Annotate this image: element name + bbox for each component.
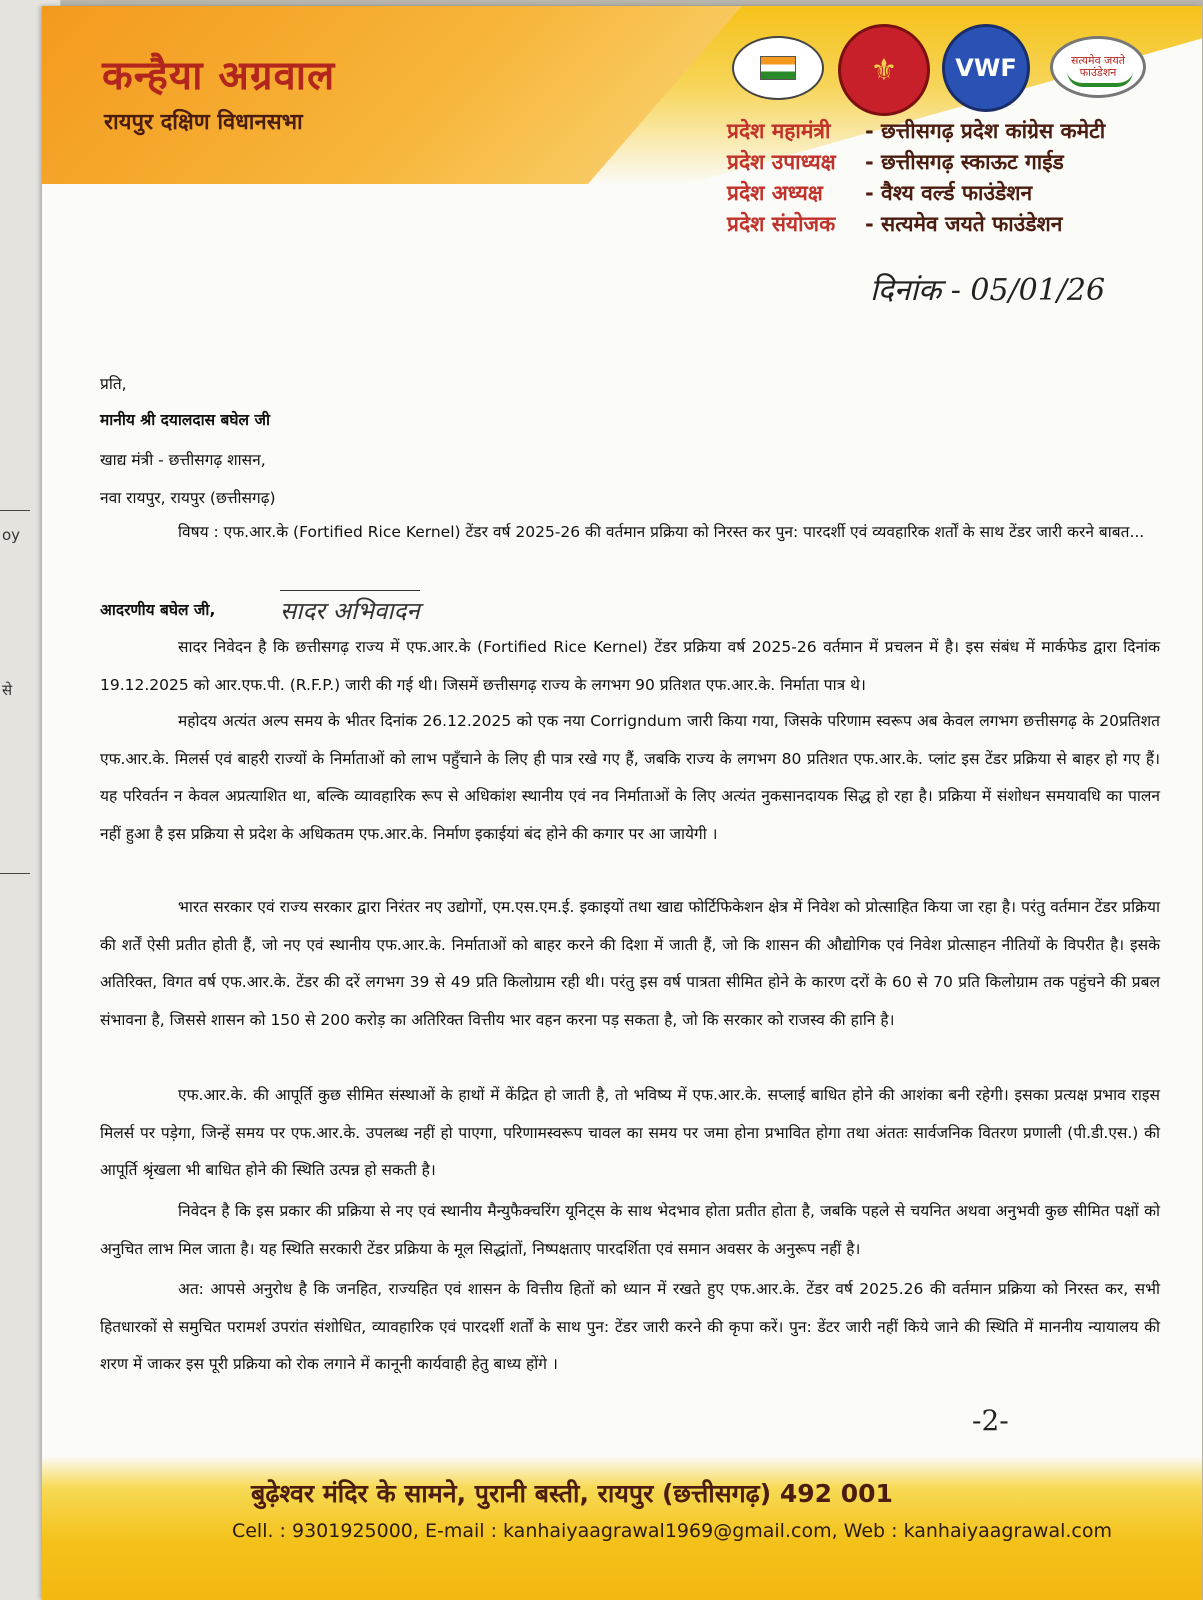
post-row — [727, 147, 1105, 178]
letter-page — [42, 6, 1202, 1600]
paragraph: महोदय अत्यंत अल्प समय के भीतर दिनांक 26.12.2025 को एक नया Corrigndum जारी किया गया, जिसके परिणाम स्वरूप अब केवल लगभग छत्तीसगढ़ के 20प्रतिशत एफ.आर.के. मिलर्स एवं बाहरी राज्यों के निर्माताओं को लाभ पहुँचाने के लिए ही पात्र रखे गए हैं, जबकि राज्य के लगभग 80 प्रतिशत एफ.आर.के. प्लांट इस टेंडर प्रक्रिया से बाहर हो गए हैं। यह परिवर्तन न केवल अप्रत्याशित था, बल्कि व्यावहारिक रूप से अधिकांश स्थानीय एवं नव निर्माताओं के लिए अत्यंत नुकसानदायक सिद्ध हो रहा है। प्रक्रिया में संशोधन समयावधि का पालन नहीं हुआ है इस प्रक्रिया से प्रदेश के अधिकतम एफ.आर.के. निर्माण इकाईयां बंद होने की कगार पर आ जायेगी । — [100, 712, 1160, 843]
paragraph: अत: आपसे अनुरोध है कि जनहित, राज्यहित एवं शासन के वित्तीय हितों को ध्यान में रखते हुए एफ.आर.के. टेंडर वर्ष 2025.26 की वर्तमान प्रक्रिया को निरस्त कर, सभी हितधारकों से समुचित परामर्श उपरांत संशोधित, व्यावहारिक एवं पारदर्शी शर्तों के साथ पुन: टेंडर जारी करने की कृपा करें। पुन: डेंटर जारी नहीं किये जाने की स्थिति में माननीय न्यायालय की शरण में जाकर इस पूरी प्रक्रिया को रोक लगाने में कानूनी कार्यवाही हेतु बाध्य होंगे । — [100, 1280, 1160, 1373]
post-row — [727, 178, 1105, 209]
paragraph: भारत सरकार एवं राज्य सरकार द्वारा निरंतर नए उद्योगों, एम.एस.एम.ई. इकाइयों तथा खाद्य फोर्टिफिकेशन क्षेत्र में निवेश को प्रोत्साहित किया जा रहा है। परंतु वर्तमान टेंडर प्रक्रिया की शर्तें ऐसी प्रतीत होती हैं, जो नए एवं स्थानीय एफ.आर.के. निर्माताओं को बाहर करने की दिशा में जाती हैं, जो कि शासन की औद्योगिक एवं निवेश प्रोत्साहन नीतियों के विपरीत है। इसके अतिरिक्त, विगत वर्ष एफ.आर.के. टेंडर की दरें लगभग 39 से 49 प्रति किलोग्राम रही थी। परंतु इस वर्ष पात्रता सीमित होने के कारण दरों के 60 से 70 प्रति किलोग्राम तक पहुंचने की प्रबल संभावना है, जिससे शासन को 150 से 200 करोड़ का अतिरिक्त वित्तीय भार वहन करना पड़ सकता है, जो कि सरकार को राजस्व की हानि है। — [100, 898, 1160, 1029]
page-marker: -2- — [972, 1404, 1009, 1437]
paper-fragment-text: oy — [2, 526, 21, 544]
post-role: प्रदेश संयोजक — [727, 212, 836, 236]
post-role: प्रदेश अध्यक्ष — [727, 181, 823, 205]
post-org: - छत्तीसगढ़ स्काऊट गाईड — [865, 150, 1064, 174]
recipient-post: खाद्य मंत्री - छत्तीसगढ़ शासन, — [100, 451, 266, 469]
congress-committee-logo — [732, 36, 824, 100]
logo-text: सत्यमेव जयते फाउंडेशन — [1070, 54, 1125, 79]
footer-address: बुढ़ेश्वर मंदिर के सामने, पुरानी बस्ती, रायपुर (छत्तीसगढ़) 492 001 — [251, 1479, 893, 1508]
greeting: आदरणीय बघेल जी, — [100, 601, 216, 619]
letterhead-footer — [42, 1456, 1202, 1600]
satyamev-jayate-foundation-logo — [1050, 36, 1146, 98]
post-role: प्रदेश महामंत्री — [727, 119, 831, 143]
subject-line: विषय : एफ.आर.के (Fortified Rice Kernel) टेंडर वर्ष 2025-26 की वर्तमान प्रक्रिया को निरस्त कर पुन: पारदर्शी एवं व्यवहारिक शर्तों के साथ टेंडर जारी करने बाबत... — [178, 523, 1145, 541]
scout-guide-logo: ⚜ — [838, 24, 930, 116]
recipient-name: मानीय श्री दयालदास बघेल जी — [100, 411, 270, 429]
paragraph: निवेदन है कि इस प्रकार की प्रक्रिया से नए एवं स्थानीय मैन्युफैक्चरिंग यूनिट्स के साथ भेदभाव होता प्रतीत होता है, जबकि पहले से चयनित अथवा अनुभवी कुछ सीमित पक्षों को अनुचित लाभ मिल जाता है। यह स्थिति सरकारी टेंडर प्रक्रिया के मूल सिद्धांतों, निष्पक्षताए पारदर्शिता एवं समान अवसर के अनुरूप नहीं है। — [100, 1202, 1160, 1258]
flag-icon — [760, 56, 796, 80]
paragraph: एफ.आर.के. की आपूर्ति कुछ सीमित संस्थाओं के हाथों में केंद्रित हो जाती है, तो भविष्य में एफ.आर.के. सप्लाई बाधित होने की आशंका बनी रहेगी। इसका प्रत्यक्ष प्रभाव राइस मिलर्स पर पड़ेगा, जिन्हें समय पर एफ.आर.के. उपलब्ध नहीं हो पाएगा, परिणामस्वरूप चावल का समय पर जमा होना प्रभावित होगा तथा अंततः सार्वजनिक वितरण प्रणाली (पी.डी.एस.) की आपूर्ति श्रृंखला भी बाधित होने की स्थिति उत्पन्न हो सकती है। — [100, 1086, 1160, 1179]
posts-list — [727, 116, 1105, 240]
post-row — [727, 209, 1105, 240]
salutation-to: प्रति, — [100, 375, 127, 393]
handwritten-date: दिनांक - 05/01/26 — [870, 273, 1106, 308]
organization-logos — [732, 24, 1152, 114]
footer-contact: Cell. : 9301925000, E-mail : kanhaiyaagrawal1969@gmail.com, Web : kanhaiyaagrawal.com — [231, 1520, 1113, 1542]
post-org: - वैश्य वर्ल्ड फाउंडेशन — [865, 181, 1033, 205]
post-org: - छत्तीसगढ़ प्रदेश कांग्रेस कमेटी — [865, 119, 1106, 143]
post-role: प्रदेश उपाध्यक्ष — [727, 150, 836, 174]
logo-arc — [1067, 71, 1133, 87]
letterhead-name: कन्हैया अग्रवाल — [102, 52, 336, 99]
paper-fragment-rule — [0, 873, 30, 874]
post-row — [727, 116, 1105, 147]
handwritten-greeting: सादर अभिवादन — [280, 594, 420, 627]
recipient-address: नवा रायपुर, रायपुर (छत्तीसगढ़) — [100, 489, 276, 507]
letterhead-constituency: रायपुर दक्षिण विधानसभा — [104, 110, 303, 135]
paper-fragment-rule — [0, 510, 30, 511]
post-org: - सत्यमेव जयते फाउंडेशन — [865, 212, 1063, 236]
vaishya-world-foundation-logo: VWF — [942, 24, 1030, 112]
paragraph: सादर निवेदन है कि छत्तीसगढ़ राज्य में एफ.आर.के (Fortified Rice Kernel) टेंडर प्रक्रिया वर्ष 2025-26 वर्तमान में प्रचलन में है। इस संबंध में मार्कफेड द्वारा दिनांक 19.12.2025 को आर.एफ.पी. (R.F.P.) जारी की गई थी। जिसमें छत्तीसगढ़ राज्य के लगभग 90 प्रतिशत एफ.आर.के. निर्माता पात्र थे। — [100, 638, 1160, 694]
paper-fragment-text: से — [2, 681, 13, 699]
